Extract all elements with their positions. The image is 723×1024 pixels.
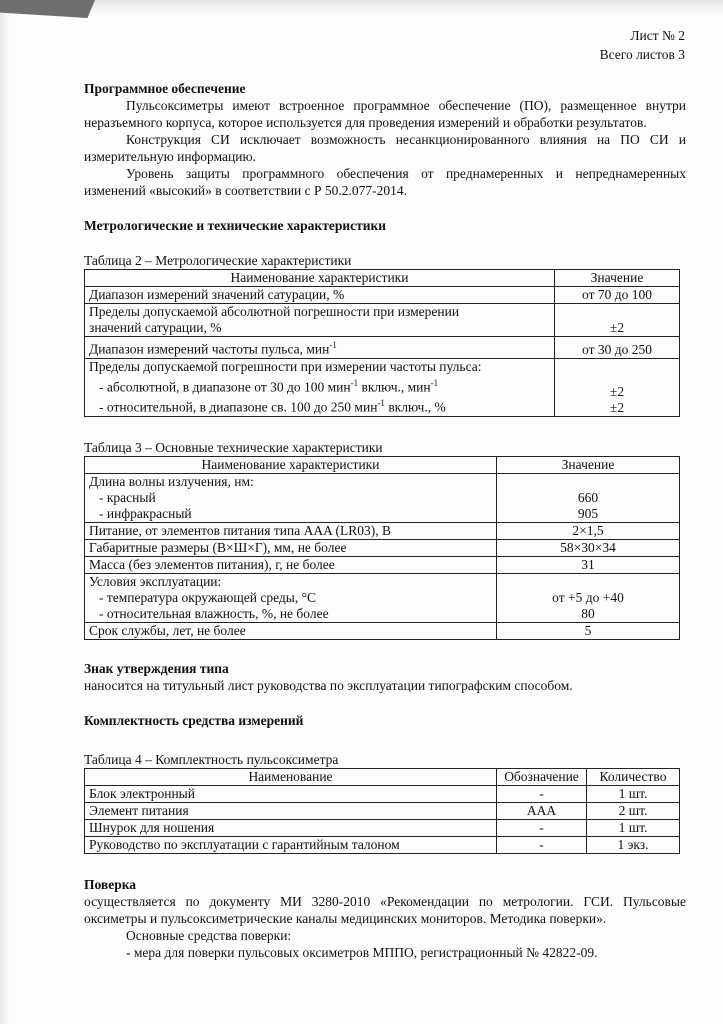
table-cell: Питание, от элементов питания типа AAA (LR03), В [85, 522, 497, 539]
cell-text: Диапазон измерений частоты пульса, мин [89, 341, 330, 357]
section-title-approval: Знак утверждения типа [84, 660, 229, 676]
cell-line: Пределы допускаемой погрешности при измерении частоты пульса: [89, 358, 482, 374]
table-cell [85, 573, 497, 622]
table-3-caption: Таблица 3 – Основные технические характеристики [84, 439, 383, 455]
sheet-number: Лист № 2 [630, 28, 685, 43]
table-cell: Руководство по эксплуатации с гарантийным талоном [85, 836, 497, 853]
cell-superscript: -1 [350, 377, 359, 388]
software-paragraph-2: Конструкция СИ исключает возможность несанкционированного влияния на ПО СИ и измерительную информацию. [84, 132, 686, 164]
verification-item: - мера для поверки пульсовых оксиметров МППО, регистрационный № 42822-09. [126, 944, 598, 960]
table-row [85, 358, 680, 416]
cell-line: 905 [577, 505, 599, 521]
table-row [85, 819, 680, 836]
approval-text: наносится на титульный лист руководства по эксплуатации типографским способом. [84, 677, 573, 693]
sheet-number-block [600, 26, 685, 64]
table-row [85, 556, 680, 573]
cell-line: Пределы допускаемой абсолютной погрешности при измерении [89, 304, 460, 319]
table-cell: - [497, 819, 587, 836]
table-cell: 1 шт. [587, 819, 680, 836]
cell-text: включ., мин [358, 379, 431, 394]
table-cell [85, 473, 497, 522]
cell-line: Условия эксплуатации: [89, 573, 222, 589]
scan-edge-left [0, 0, 10, 1024]
table-row [85, 622, 680, 639]
cell-superscript: -1 [329, 340, 337, 350]
table-header-cell: Значение [555, 270, 680, 287]
section-title-metrology: Метрологические и технические характеристики [84, 218, 387, 233]
table-cell: Диапазон измерений значений сатурации, % [85, 287, 555, 304]
cell-text: включ., % [384, 399, 446, 415]
cell-line [89, 375, 550, 396]
table-3-technical [84, 456, 680, 640]
section-title-software: Программное обеспечение [84, 81, 246, 96]
sheet-total: Всего листов 3 [599, 47, 685, 62]
table-row [85, 802, 680, 819]
section-title-verification: Поверка [84, 876, 137, 892]
table-cell: Шнурок для ношения [85, 819, 497, 836]
cell-line: ±2 [609, 399, 625, 415]
table-cell [85, 304, 555, 337]
cell-line: значений сатурации, % [89, 320, 222, 335]
table-header-cell: Наименование характеристики [85, 270, 555, 287]
table-cell [497, 573, 680, 622]
verification-text: осуществляется по документу МИ 3280-2010 «Рекомендации по метрологии. ГСИ. Пульсовые оксиметры и пульсоксиметрические каналы медицинских мониторов. Методика поверки». [84, 893, 686, 926]
cell-superscript: -1 [377, 398, 385, 408]
table-cell [497, 473, 680, 522]
table-header-cell: Наименование характеристики [85, 456, 497, 473]
table-cell: Масса (без элементов питания), г, не более [85, 556, 497, 573]
table-cell [85, 337, 555, 359]
cell-line: - инфракрасный [99, 505, 192, 521]
table-cell: от 30 до 250 [555, 337, 680, 359]
table-cell: Габаритные размеры (В×Ш×Г), мм, не более [85, 539, 497, 556]
table-cell: 1 экз. [587, 836, 680, 853]
table-cell: Блок электронный [85, 785, 497, 802]
table-row [85, 287, 680, 304]
table-2-metrological [84, 269, 680, 417]
table-cell: Срок службы, лет, не более [85, 622, 497, 639]
cell-line [89, 395, 550, 416]
table-2-caption: Таблица 2 – Метрологические характеристики [84, 253, 352, 268]
document-body [84, 80, 686, 961]
table-cell: 5 [497, 622, 680, 639]
table-4-kit [84, 768, 680, 854]
table-cell: от 70 до 100 [555, 287, 680, 304]
software-paragraph-3: Уровень защиты программного обеспечения от преднамеренных и непреднамеренных изменений «высокий» в соответствии с Р 50.2.077-2014. [84, 166, 686, 198]
table-cell: ±2 [555, 304, 680, 337]
scan-edge-top [0, 0, 723, 14]
cell-line: - красный [99, 489, 156, 505]
table-cell: 31 [497, 556, 680, 573]
cell-text: - абсолютной, в диапазоне от 30 до 100 мин [99, 379, 351, 394]
table-row [85, 539, 680, 556]
table-cell: - [497, 836, 587, 853]
table-header-cell: Обозначение [497, 768, 587, 785]
cell-line: Длина волны излучения, нм: [89, 473, 254, 489]
table-cell: - [497, 785, 587, 802]
cell-line: - температура окружающей среды, °С [99, 589, 316, 605]
scan-corner-shadow [0, 0, 95, 18]
table-header-cell: Количество [587, 768, 680, 785]
table-header-row [85, 768, 680, 785]
table-cell: 2 шт. [587, 802, 680, 819]
verification-means: Основные средства поверки: [126, 927, 292, 943]
table-header-cell: Наименование [85, 768, 497, 785]
table-header-row [85, 270, 680, 287]
table-row [85, 785, 680, 802]
table-cell: 1 шт. [587, 785, 680, 802]
table-cell: AAA [497, 802, 587, 819]
cell-line: ±2 [609, 383, 625, 399]
table-row [85, 337, 680, 359]
cell-line: 80 [581, 605, 595, 621]
software-paragraph-1: Пульсоксиметры имеют встроенное программное обеспечение (ПО), размещенное внутри неразъемного корпуса, которое используется для проведения измерений и обработки результатов. [84, 98, 686, 130]
table-cell: 2×1,5 [497, 522, 680, 539]
table-header-row [85, 456, 680, 473]
table-row [85, 473, 680, 522]
section-title-kit: Комплектность средства измерений [84, 712, 304, 728]
cell-text: - относительной, в диапазоне св. 100 до 250 мин [99, 399, 378, 415]
table-cell: Элемент питания [85, 802, 497, 819]
cell-line: 660 [577, 489, 599, 505]
cell-line: - относительная влажность, %, не более [99, 605, 329, 621]
cell-line: от +5 до +40 [552, 589, 624, 605]
table-header-cell: Значение [497, 456, 680, 473]
table-cell [85, 358, 555, 416]
table-cell: 58×30×34 [497, 539, 680, 556]
table-row [85, 304, 680, 337]
table-row [85, 573, 680, 622]
table-row [85, 522, 680, 539]
table-4-caption: Таблица 4 – Комплектность пульсоксиметра [84, 751, 339, 767]
table-cell [555, 358, 680, 416]
table-row [85, 836, 680, 853]
cell-superscript: -1 [430, 377, 439, 388]
